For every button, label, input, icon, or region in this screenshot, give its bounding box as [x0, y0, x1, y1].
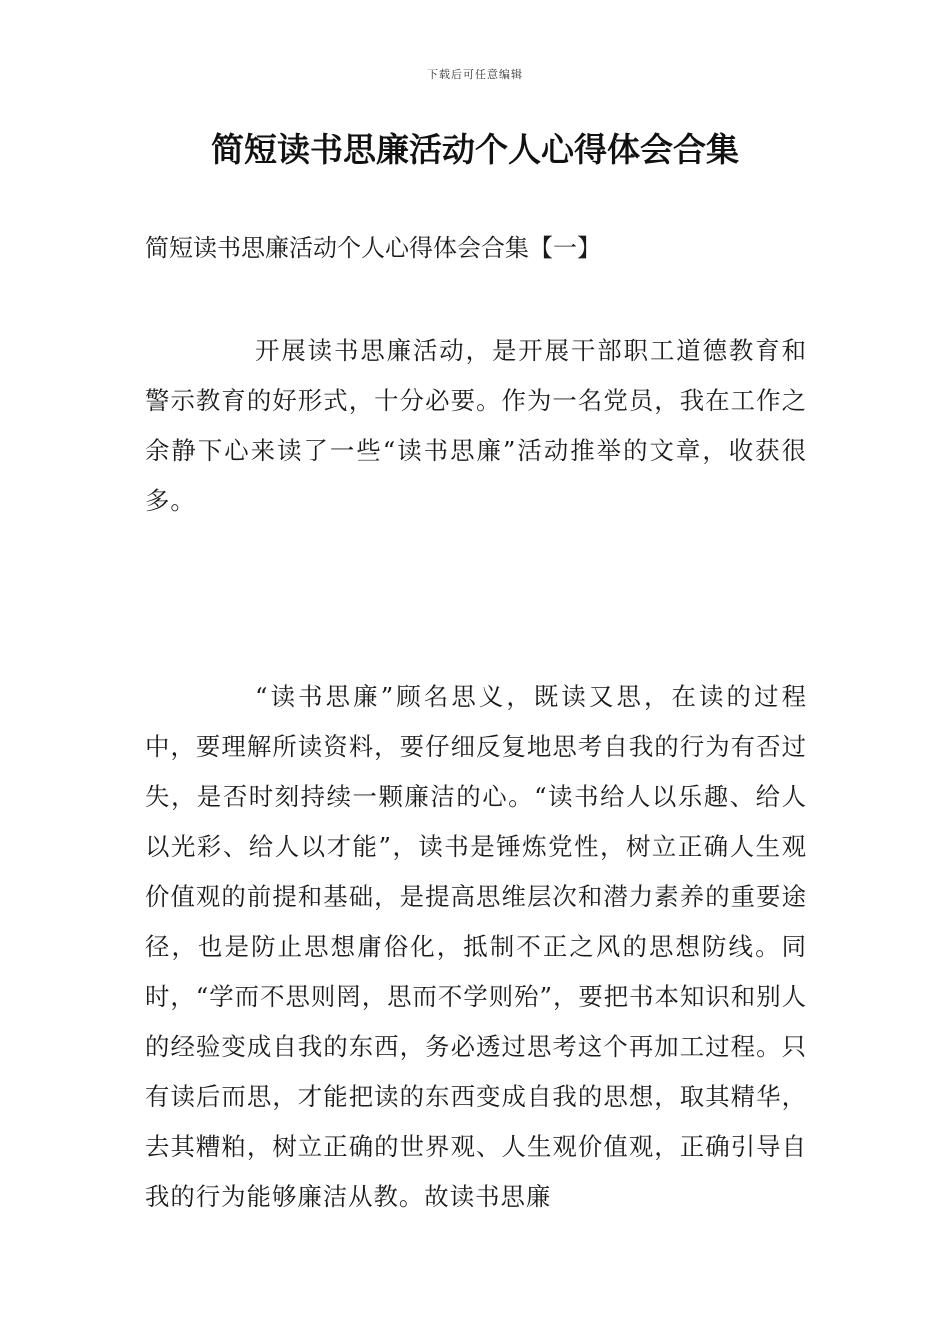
header-note: 下载后可任意编辑: [427, 68, 523, 81]
document-title: 简短读书思廉活动个人心得体会合集: [211, 130, 739, 169]
section-heading: 简短读书思廉活动个人心得体会合集【一】: [145, 234, 601, 262]
paragraph-2: “读书思廉”顾名思义，既读又思，在读的过程中，要理解所读资料，要仔细反复地思考自我的行为有否过失，是否时刻持续一颗廉洁的心。“读书给人以乐趣、给人以光彩、给人以才能”，读书是锤炼党性，树立正确人生观价值观的前提和基础，是提高思维层次和潜力素养的重要途径，也是防止思想庸俗化，抵制不正之风的思想防线。同时，“学而不思则罔，思而不学则殆”，要把书本知识和别人的经验变成自我的东西，务必透过思考这个再加工过程。只有读后而思，才能把读的东西变成自我的思想，取其精华，去其糟粕，树立正确的世界观、人生观价值观，正确引导自我的行为能够廉洁从教。故读书思廉: [145, 682, 807, 1211]
paragraph-1: 开展读书思廉活动，是开展干部职工道德教育和警示教育的好形式，十分必要。作为一名党员，我在工作之余静下心来读了一些“读书思廉”活动推举的文章，收获很多。: [145, 336, 807, 515]
